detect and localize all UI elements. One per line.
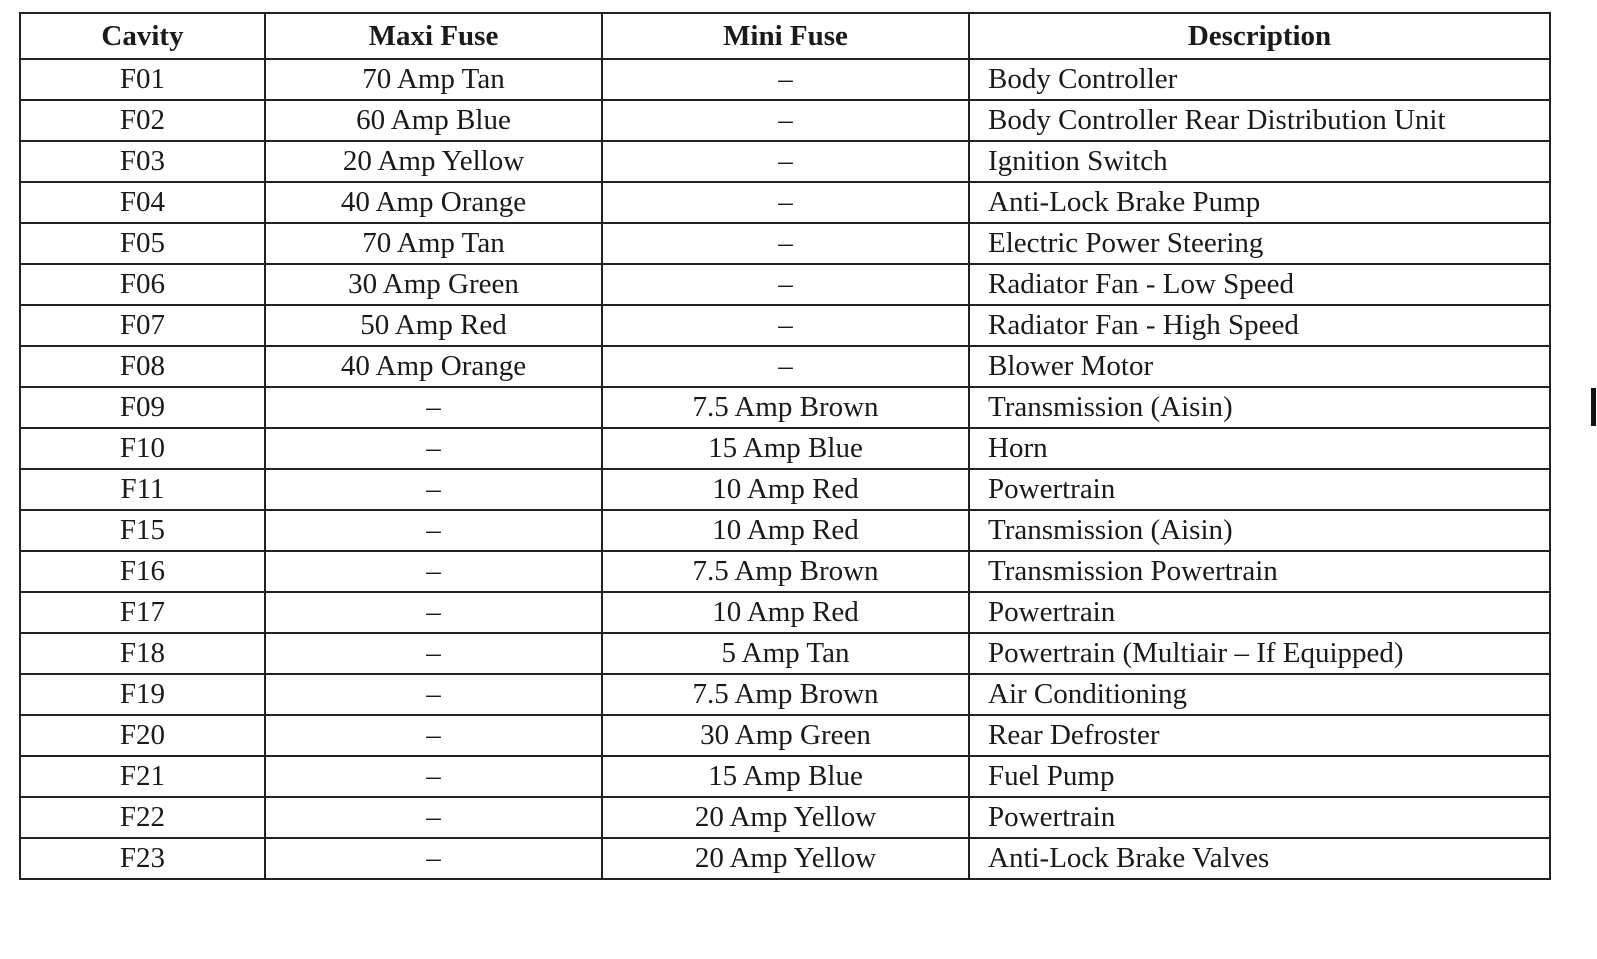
header-mini-fuse: Mini Fuse	[602, 13, 969, 59]
description-cell: Radiator Fan - Low Speed	[969, 264, 1550, 305]
mini-fuse-cell: 10 Amp Red	[602, 510, 969, 551]
table-row	[20, 182, 1550, 223]
header-description: Description	[969, 13, 1550, 59]
cavity-cell: F09	[20, 387, 265, 428]
cavity-cell: F07	[20, 305, 265, 346]
header-maxi-fuse: Maxi Fuse	[265, 13, 602, 59]
cavity-cell: F11	[20, 469, 265, 510]
table-row	[20, 223, 1550, 264]
table-row	[20, 838, 1550, 879]
mini-fuse-cell: 30 Amp Green	[602, 715, 969, 756]
description-cell: Anti-Lock Brake Valves	[969, 838, 1550, 879]
mini-fuse-cell: –	[602, 223, 969, 264]
cavity-cell: F23	[20, 838, 265, 879]
description-cell: Transmission (Aisin)	[969, 510, 1550, 551]
mini-fuse-cell: 7.5 Amp Brown	[602, 387, 969, 428]
fuse-table-header	[20, 13, 1550, 59]
description-cell: Transmission (Aisin)	[969, 387, 1550, 428]
description-cell: Powertrain (Multiair – If Equipped)	[969, 633, 1550, 674]
table-row	[20, 387, 1550, 428]
mini-fuse-cell: 15 Amp Blue	[602, 756, 969, 797]
mini-fuse-cell: 7.5 Amp Brown	[602, 674, 969, 715]
description-cell: Electric Power Steering	[969, 223, 1550, 264]
cavity-cell: F16	[20, 551, 265, 592]
description-cell: Air Conditioning	[969, 674, 1550, 715]
table-row	[20, 141, 1550, 182]
maxi-fuse-cell: –	[265, 551, 602, 592]
description-cell: Powertrain	[969, 592, 1550, 633]
description-cell: Rear Defroster	[969, 715, 1550, 756]
description-cell: Blower Motor	[969, 346, 1550, 387]
table-row	[20, 633, 1550, 674]
mini-fuse-cell: 10 Amp Red	[602, 469, 969, 510]
description-cell: Body Controller	[969, 59, 1550, 100]
maxi-fuse-cell: –	[265, 715, 602, 756]
table-row	[20, 346, 1550, 387]
cavity-cell: F18	[20, 633, 265, 674]
maxi-fuse-cell: –	[265, 674, 602, 715]
table-row	[20, 756, 1550, 797]
mini-fuse-cell: 10 Amp Red	[602, 592, 969, 633]
description-cell: Body Controller Rear Distribution Unit	[969, 100, 1550, 141]
mini-fuse-cell: 20 Amp Yellow	[602, 838, 969, 879]
table-row	[20, 264, 1550, 305]
page-edge-mark	[1591, 388, 1596, 426]
maxi-fuse-cell: –	[265, 592, 602, 633]
maxi-fuse-cell: –	[265, 838, 602, 879]
maxi-fuse-cell: –	[265, 387, 602, 428]
mini-fuse-cell: –	[602, 346, 969, 387]
fuse-table	[19, 12, 1551, 880]
description-cell: Radiator Fan - High Speed	[969, 305, 1550, 346]
cavity-cell: F19	[20, 674, 265, 715]
maxi-fuse-cell: –	[265, 756, 602, 797]
table-row	[20, 674, 1550, 715]
description-cell: Anti-Lock Brake Pump	[969, 182, 1550, 223]
mini-fuse-cell: –	[602, 182, 969, 223]
cavity-cell: F02	[20, 100, 265, 141]
description-cell: Powertrain	[969, 797, 1550, 838]
cavity-cell: F21	[20, 756, 265, 797]
maxi-fuse-cell: 70 Amp Tan	[265, 59, 602, 100]
maxi-fuse-cell: –	[265, 469, 602, 510]
description-cell: Powertrain	[969, 469, 1550, 510]
table-row	[20, 592, 1550, 633]
table-row	[20, 797, 1550, 838]
table-row	[20, 59, 1550, 100]
cavity-cell: F08	[20, 346, 265, 387]
cavity-cell: F20	[20, 715, 265, 756]
mini-fuse-cell: 15 Amp Blue	[602, 428, 969, 469]
maxi-fuse-cell: 20 Amp Yellow	[265, 141, 602, 182]
maxi-fuse-cell: –	[265, 510, 602, 551]
cavity-cell: F22	[20, 797, 265, 838]
mini-fuse-cell: –	[602, 264, 969, 305]
mini-fuse-cell: –	[602, 100, 969, 141]
cavity-cell: F01	[20, 59, 265, 100]
mini-fuse-cell: –	[602, 141, 969, 182]
maxi-fuse-cell: 50 Amp Red	[265, 305, 602, 346]
table-row	[20, 100, 1550, 141]
mini-fuse-cell: 7.5 Amp Brown	[602, 551, 969, 592]
maxi-fuse-cell: 30 Amp Green	[265, 264, 602, 305]
header-row	[20, 13, 1550, 59]
mini-fuse-cell: 5 Amp Tan	[602, 633, 969, 674]
table-row	[20, 469, 1550, 510]
maxi-fuse-cell: 40 Amp Orange	[265, 346, 602, 387]
cavity-cell: F03	[20, 141, 265, 182]
table-row	[20, 551, 1550, 592]
table-row	[20, 510, 1550, 551]
cavity-cell: F10	[20, 428, 265, 469]
description-cell: Horn	[969, 428, 1550, 469]
cavity-cell: F05	[20, 223, 265, 264]
maxi-fuse-cell: 40 Amp Orange	[265, 182, 602, 223]
maxi-fuse-cell: –	[265, 428, 602, 469]
table-row	[20, 715, 1550, 756]
header-cavity: Cavity	[20, 13, 265, 59]
description-cell: Fuel Pump	[969, 756, 1550, 797]
maxi-fuse-cell: 70 Amp Tan	[265, 223, 602, 264]
table-row	[20, 305, 1550, 346]
table-row	[20, 428, 1550, 469]
mini-fuse-cell: –	[602, 59, 969, 100]
maxi-fuse-cell: 60 Amp Blue	[265, 100, 602, 141]
maxi-fuse-cell: –	[265, 633, 602, 674]
mini-fuse-cell: 20 Amp Yellow	[602, 797, 969, 838]
mini-fuse-cell: –	[602, 305, 969, 346]
cavity-cell: F17	[20, 592, 265, 633]
cavity-cell: F06	[20, 264, 265, 305]
description-cell: Transmission Powertrain	[969, 551, 1550, 592]
fuse-table-body	[20, 59, 1550, 879]
maxi-fuse-cell: –	[265, 797, 602, 838]
cavity-cell: F15	[20, 510, 265, 551]
cavity-cell: F04	[20, 182, 265, 223]
description-cell: Ignition Switch	[969, 141, 1550, 182]
